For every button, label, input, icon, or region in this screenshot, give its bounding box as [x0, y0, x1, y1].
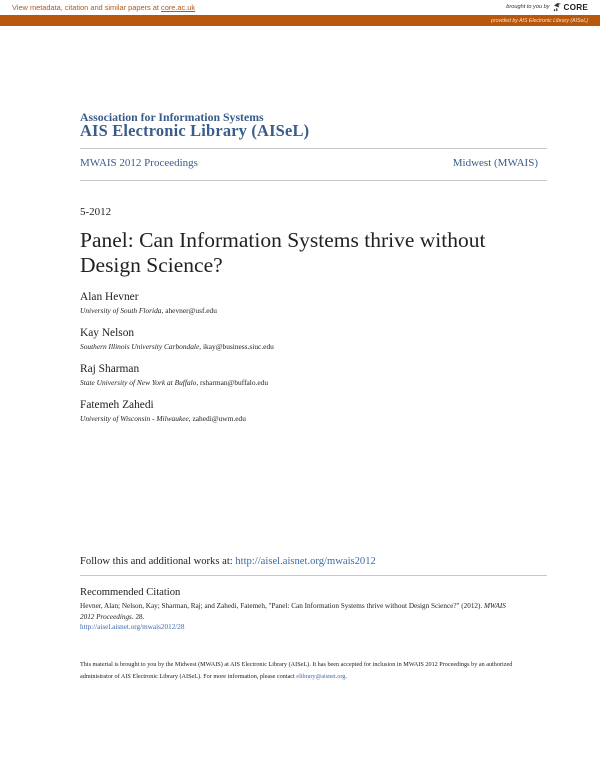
author-email[interactable]: zahedi@uwm.edu — [192, 414, 246, 423]
core-provided-bar — [0, 15, 600, 26]
citation-link[interactable]: http://aisel.aisnet.org/mwais2012/28 — [80, 623, 185, 632]
divider — [80, 575, 547, 576]
core-logo[interactable] — [553, 2, 588, 12]
core-banner-top — [0, 0, 600, 15]
library-name[interactable]: AIS Electronic Library (AISeL) — [80, 121, 310, 140]
citation-heading: Recommended Citation — [80, 587, 181, 598]
core-provided-by: provided by AIS Electronic Library (AISeL) — [491, 17, 588, 24]
citation-journal: MWAIS 2012 Proceedings — [80, 602, 506, 621]
brought-by-label: brought to you by — [506, 4, 550, 10]
region-link[interactable]: Midwest (MWAIS) — [452, 157, 538, 169]
author-affiliation: University of South Florida, ahevner@usf.edu — [80, 306, 217, 315]
affiliation-text: University of Wisconsin - Milwaukee — [80, 414, 189, 423]
core-metadata-text — [12, 3, 195, 12]
author-entry — [80, 398, 274, 424]
author-name: Raj Sharman — [80, 363, 140, 375]
footer-text: This material is brought to you by the Midwest (MWAIS) at AIS Electronic Library (AISeL). It has been accepted for inclusion in MWAIS 2012 Proceedings by an authorized administrator of AIS Electronic Library (AISeL). For more information, please contact — [80, 661, 513, 680]
paper-title: Panel: Can Information Systems thrive without Design Science? — [80, 228, 486, 277]
author-name: Fatemeh Zahedi — [80, 399, 154, 411]
footer-end: . — [345, 673, 347, 680]
author-name: Alan Hevner — [80, 291, 139, 303]
core-metadata-label: View metadata, citation and similar papers at — [12, 3, 161, 12]
core-brought-by[interactable] — [506, 2, 588, 12]
contact-email-link[interactable]: elibrary@aisnet.org — [296, 673, 346, 680]
divider — [80, 148, 547, 149]
divider — [80, 180, 547, 181]
proceedings-link[interactable]: MWAIS 2012 Proceedings — [80, 157, 198, 169]
author-affiliation: Southern Illinois University Carbondale, ikay@business.siuc.edu — [80, 342, 274, 351]
author-list — [80, 290, 274, 434]
follow-line — [80, 556, 376, 567]
author-entry — [80, 362, 274, 388]
core-ac-uk-link[interactable]: core.ac.uk — [161, 3, 196, 12]
author-entry — [80, 290, 274, 316]
association-name: Association for Information Systems — [80, 110, 264, 124]
author-email[interactable]: rsharman@buffalo.edu — [200, 378, 269, 387]
author-entry — [80, 326, 274, 352]
follow-link[interactable]: http://aisel.aisnet.org/mwais2012 — [235, 556, 376, 567]
affiliation-text: State University of New York at Buffalo — [80, 378, 197, 387]
affiliation-text: Southern Illinois University Carbondale — [80, 342, 200, 351]
author-email[interactable]: ikay@business.siuc.edu — [202, 342, 274, 351]
author-affiliation: University of Wisconsin - Milwaukee, zahedi@uwm.edu — [80, 414, 246, 423]
affiliation-text: University of South Florida — [80, 306, 162, 315]
core-logo-icon — [553, 2, 562, 12]
author-name: Kay Nelson — [80, 327, 135, 339]
citation-issue: . 28. — [131, 612, 145, 621]
follow-label: Follow this and additional works at: — [80, 556, 236, 567]
publication-date: 5-2012 — [80, 206, 112, 218]
author-affiliation: State University of New York at Buffalo, rsharman@buffalo.edu — [80, 378, 269, 387]
citation-text: Hevner, Alan; Nelson, Kay; Sharman, Raj; and Zahedi, Fatemeh, "Panel: Can Information Systems thrive without Design Science?" (2012). — [80, 602, 484, 610]
core-logo-text: CORE — [563, 2, 588, 12]
author-email[interactable]: ahevner@usf.edu — [165, 306, 217, 315]
citation-body — [80, 601, 520, 633]
footer-note — [80, 659, 520, 683]
